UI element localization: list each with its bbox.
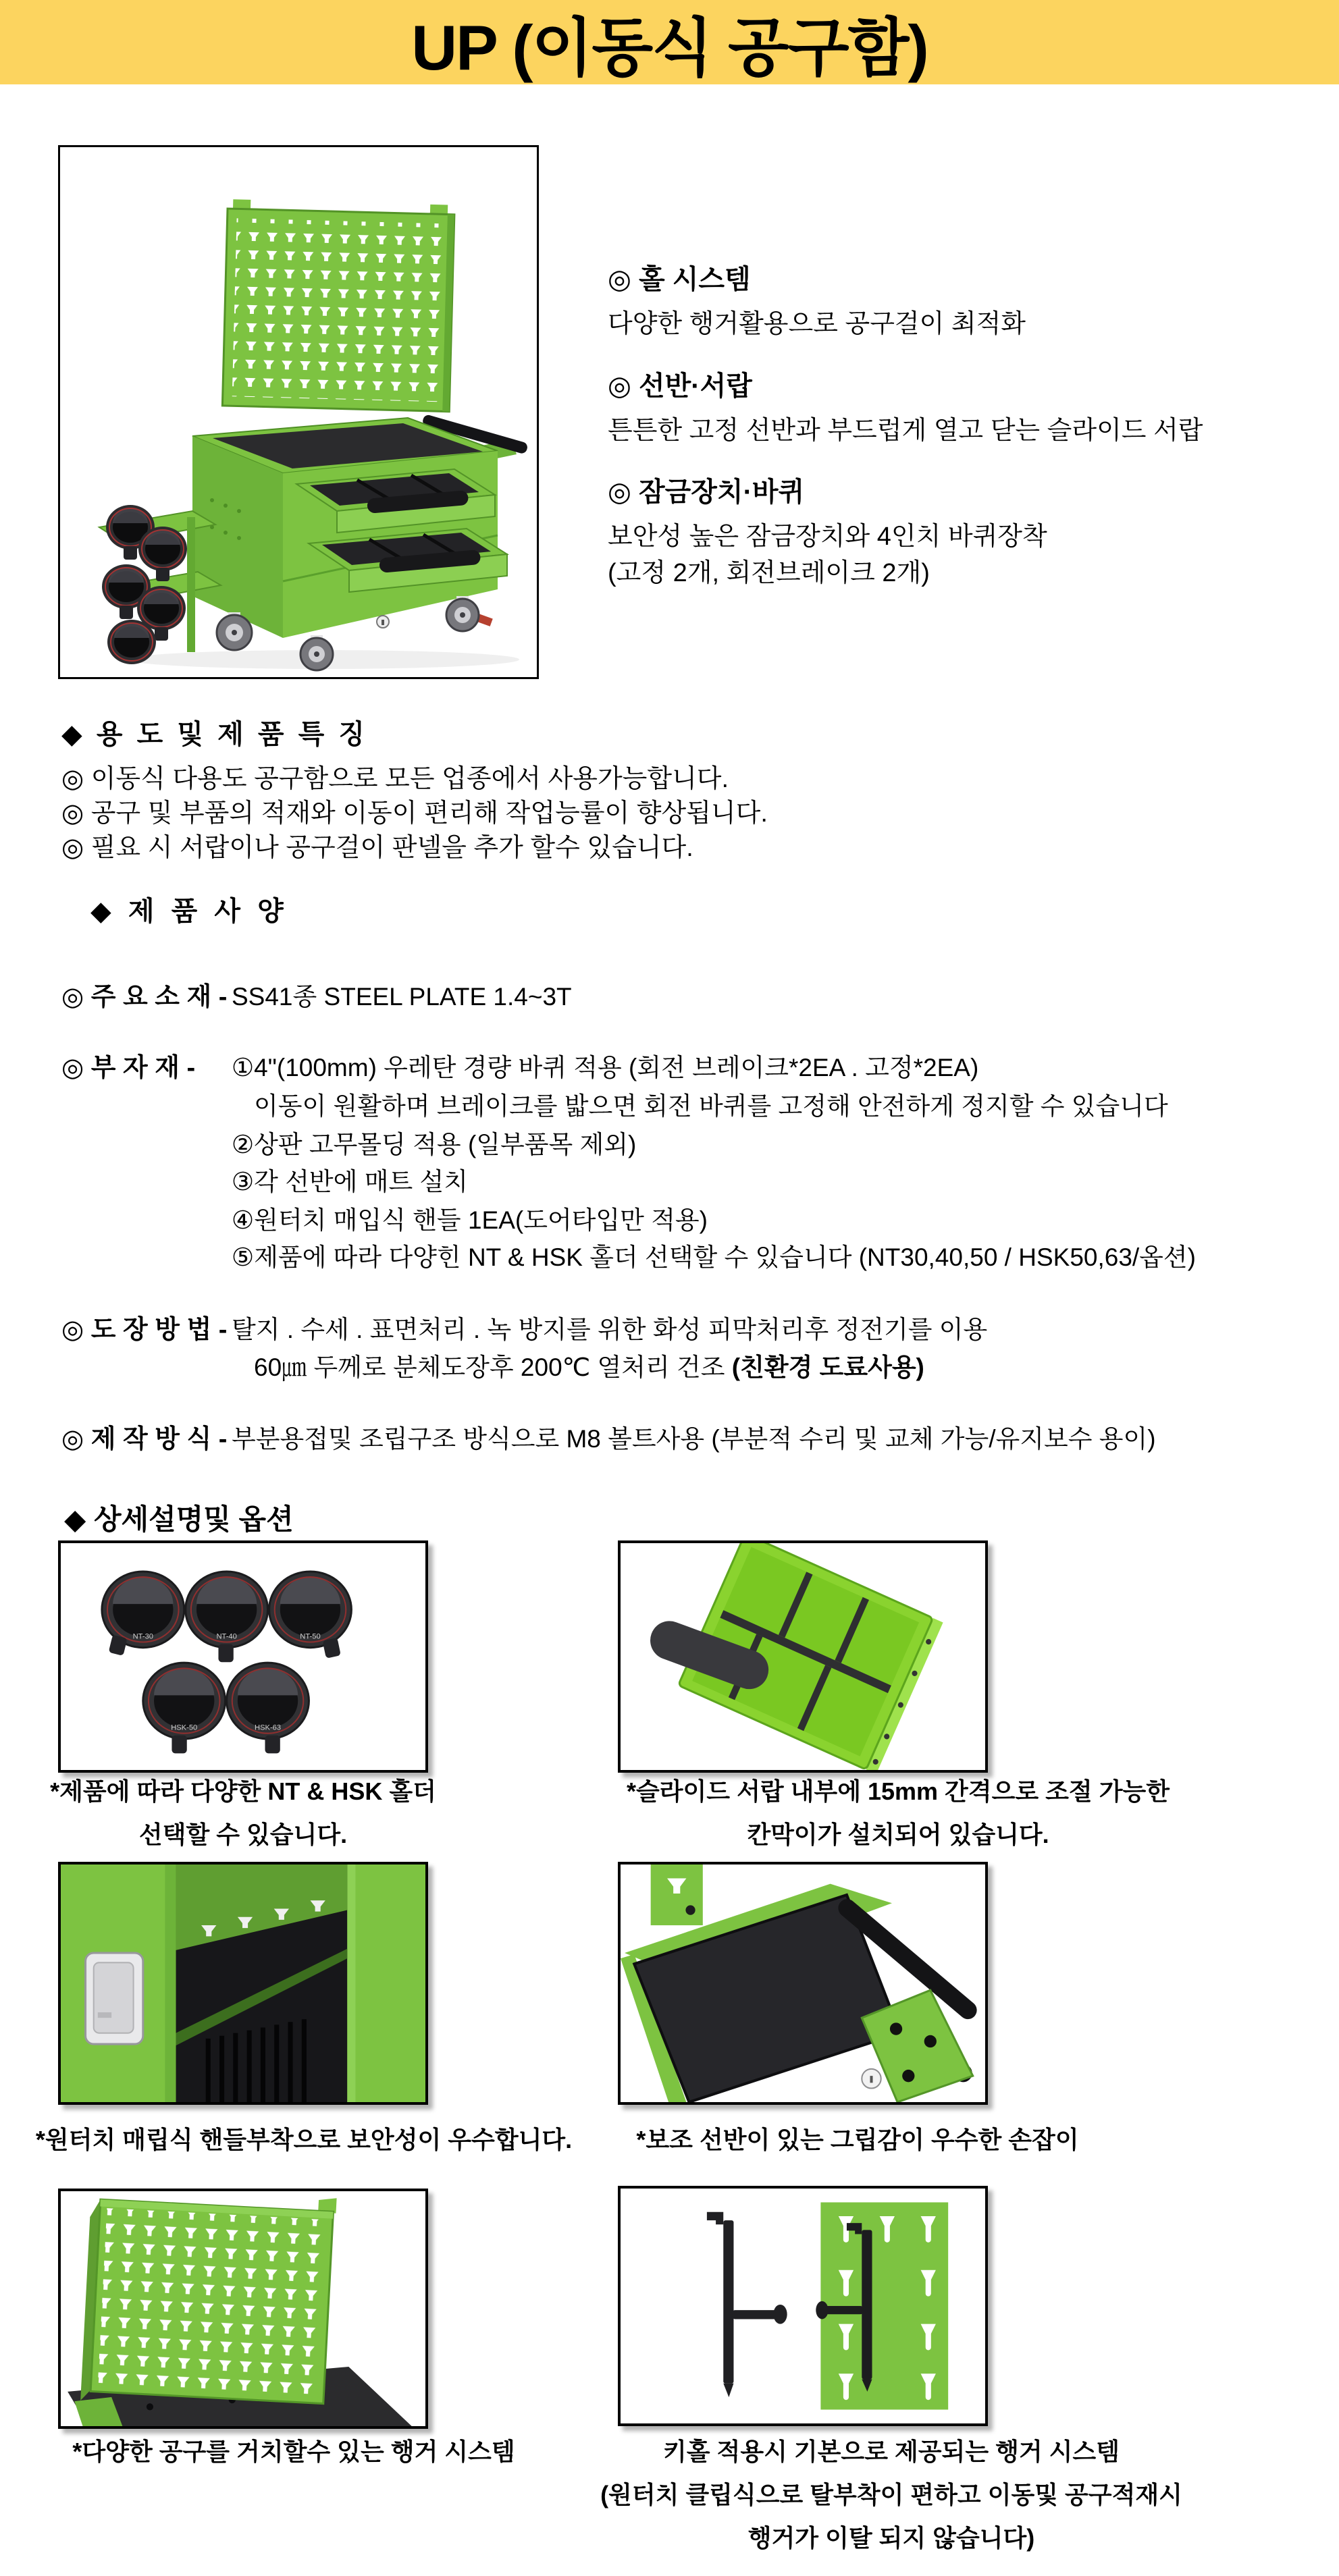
spec-row-parts-4 <box>232 1200 708 1236</box>
spec-text: ③각 선반에 매트 설치 <box>232 1168 468 1196</box>
usage-bullet: ◎ 이동식 다용도 공구함으로 모든 업종에서 사용가능합니다. <box>61 765 729 793</box>
spec-text: 부분용접및 조립구조 방식으로 M8 볼트사용 (부분적 수리 및 교체 가능/유지보수 용이) <box>232 1425 1156 1453</box>
product-image-box <box>58 145 539 679</box>
option-image-box <box>618 1862 988 2105</box>
slide-drawer-dividers-image <box>621 1543 985 1770</box>
spec-text: ①4"(100mm) 우레탄 경량 바퀴 적용 (회전 브레이크*2EA . 고정*2EA) <box>232 1054 979 1081</box>
keyhole-hanger-image <box>621 2189 985 2423</box>
spec-row-painting <box>61 1308 987 1345</box>
lock-keyhole <box>862 2069 881 2089</box>
feature-line: (고정 2개, 회전브레이크 2개) <box>608 559 930 587</box>
feature-title: ◎ 잠금장치·바퀴 <box>608 477 805 507</box>
nt-hsk-holders-image <box>61 1543 425 1770</box>
spec-row-parts-5 <box>232 1237 1196 1273</box>
caption-line: *다양한 공구를 거치할수 있는 행거 시스템 <box>72 2438 515 2465</box>
spec-row-parts-2 <box>232 1124 636 1160</box>
option-caption <box>11 2118 597 2162</box>
option-image-box <box>58 1862 428 2105</box>
usage-bullet: ◎ 필요 시 서랍이나 공구걸이 판넬을 추가 할수 있습니다. <box>61 834 693 862</box>
spec-text: SS41종 STEEL PLATE 1.4~3T <box>232 983 572 1011</box>
page-title: UP (이동식 공구함) <box>411 12 928 83</box>
spec-label: ◎ 제 작 방 식 - <box>61 1425 228 1453</box>
spec-text-bold: (친환경 도료사용) <box>731 1353 924 1381</box>
option-image-box <box>618 1540 988 1773</box>
option-image-box <box>58 1540 428 1773</box>
feature-line: 다양한 행거활용으로 공구걸이 최적화 <box>608 310 1026 338</box>
spec-row-painting-note <box>254 1347 924 1383</box>
caption-line: *보조 선반이 있는 그립감이 우수한 손잡이 <box>636 2126 1079 2153</box>
spec-row-parts-note <box>254 1085 1168 1122</box>
keyhole-tab <box>651 1864 703 1925</box>
spec-label: ◎ 주 요 소 재 - <box>61 983 228 1011</box>
caption-line: *원터치 매립식 핸들부착으로 보안성이 우수합니다. <box>35 2126 573 2153</box>
caption-line: *슬라이드 서랍 내부에 15mm 간격으로 조절 가능한 <box>626 1777 1170 1805</box>
spec-label: ◎ 도 장 방 법 - <box>61 1316 228 1344</box>
option-caption <box>20 1770 466 1856</box>
recessed-handle <box>86 1953 143 2044</box>
svg-text:NT-40: NT-40 <box>216 1632 237 1641</box>
spec-row-parts-3 <box>232 1161 468 1198</box>
usage-bullets <box>61 762 1277 865</box>
spec-text: 이동이 원활하며 브레이크를 밟으면 회전 바퀴를 고정해 안전하게 정지할 수 있습니다 <box>254 1092 1168 1120</box>
usage-section <box>61 713 1277 865</box>
caption-line: 행거가 이탈 되지 않습니다) <box>747 2524 1035 2552</box>
caption-line: *제품에 따라 다양한 NT & HSK 홀더 <box>50 1777 436 1805</box>
svg-text:HSK-50: HSK-50 <box>171 1723 198 1732</box>
spec-row-material <box>61 975 572 1013</box>
spec-text: 60㎛ 두께로 분체도장후 200℃ 열처리 건조 <box>254 1353 732 1381</box>
feature-title: ◎ 선반·서랍 <box>608 371 752 401</box>
spec-text: 탈지 . 수세 . 표면처리 . 녹 방지를 위한 화성 피막처리후 정전기를 이용 <box>232 1316 988 1343</box>
feature-lock-wheel <box>608 471 1047 591</box>
svg-text:NT-30: NT-30 <box>132 1632 153 1641</box>
feature-shelf-drawer <box>608 365 1203 449</box>
spec-text: ④원터치 매입식 핸들 1EA(도어타입만 적용) <box>232 1206 708 1234</box>
option-image-box <box>618 2186 988 2426</box>
spec-text: ⑤제품에 따라 다양힌 NT & HSK 홀더 선택할 수 있습니다 (NT30,40,50 / HSK50,63/옵션) <box>232 1243 1196 1271</box>
option-caption <box>581 1770 1215 1856</box>
spec-row-build <box>61 1418 1156 1455</box>
spec-label: ◎ 부 자 재 - <box>61 1054 196 1082</box>
caption-line: 키홀 적용시 기본으로 제공되는 행거 시스템 <box>663 2438 1120 2465</box>
spec-title: ◆ 제 품 사 양 <box>90 896 288 926</box>
svg-text:NT-50: NT-50 <box>300 1632 321 1641</box>
option-image-box <box>58 2189 428 2429</box>
feature-line: 튼튼한 고정 선반과 부드럽게 열고 닫는 슬라이드 서랍 <box>608 417 1203 445</box>
hanger-pegboard-image <box>61 2191 425 2426</box>
spec-section <box>61 965 1331 1478</box>
spec-row-parts <box>61 1046 978 1083</box>
caption-line: 선택할 수 있습니다. <box>138 1821 348 1848</box>
feature-title: ◎ 홀 시스템 <box>608 265 751 294</box>
usage-bullet: ◎ 공구 및 부품의 적재와 이동이 편리해 작업능률이 향상됩니다. <box>61 799 768 828</box>
one-touch-handle-image <box>61 1864 425 2102</box>
caption-line: (원터치 클립식으로 탈부착이 편하고 이동및 공구적재시 <box>600 2481 1182 2508</box>
pegboard-panel <box>222 199 454 412</box>
tool-cart-image <box>60 147 537 677</box>
title-banner <box>0 0 1339 84</box>
aux-shelf-grip-image <box>621 1864 985 2102</box>
feature-hole-system <box>608 258 1026 342</box>
svg-text:HSK-63: HSK-63 <box>255 1723 282 1732</box>
spec-text: ②상판 고무몰딩 적용 (일부품목 제외) <box>232 1131 637 1158</box>
lock-keyhole <box>377 616 389 628</box>
options-title: ◆ 상세설명및 옵션 <box>64 1503 294 1535</box>
option-caption <box>594 2430 1188 2560</box>
usage-title: ◆ 용 도 및 제 품 특 징 <box>61 720 369 749</box>
option-caption <box>594 2118 1121 2162</box>
option-caption <box>27 2430 560 2473</box>
caption-line: 칸막이가 설치되어 있습니다. <box>747 1821 1049 1848</box>
feature-line: 보안성 높은 잠금장치와 4인치 바퀴장착 <box>608 522 1047 551</box>
